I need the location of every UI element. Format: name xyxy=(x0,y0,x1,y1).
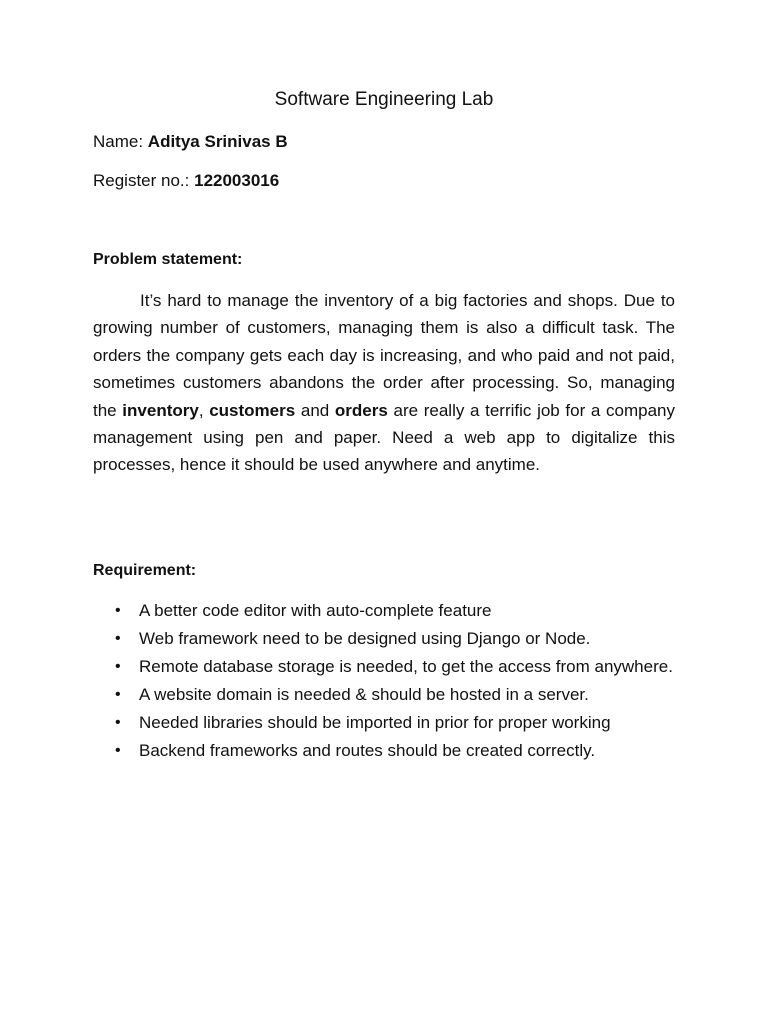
register-row xyxy=(93,169,279,193)
problem-text-part2: are really a terrific job for a company management using pen and paper. Need a web app to digitalize this processes, hence it should be used anywhere and anytime. xyxy=(93,400,676,475)
requirement-text: Web framework need to be designed using Django or Node. xyxy=(139,629,591,648)
document-title: Software Engineering Lab xyxy=(274,89,494,110)
requirement-item xyxy=(93,737,675,765)
problem-bold-customers: customers xyxy=(209,400,296,420)
requirement-item xyxy=(93,681,675,709)
register-label: Register no.: xyxy=(93,171,195,190)
bullet-icon: • xyxy=(115,630,121,647)
requirement-item xyxy=(93,709,675,737)
requirement-item xyxy=(93,625,675,653)
bullet-icon: • xyxy=(115,658,121,675)
name-value: Aditya Srinivas B xyxy=(147,132,288,151)
requirement-text: A website domain is needed & should be hosted in a server. xyxy=(139,685,589,704)
requirement-text: A better code editor with auto-complete feature xyxy=(139,601,492,620)
requirement-item xyxy=(93,597,675,625)
requirement-heading: Requirement: xyxy=(93,562,197,579)
bullet-icon: • xyxy=(115,742,121,759)
bullet-icon: • xyxy=(115,714,121,731)
problem-text-part1: It’s hard to manage the inventory of a big factories and shops. Due to growing number of customers, managing them is also a difficult task. The orders the company gets each day is increasing, and who paid and not paid, sometimes customers abandons the order after processing. So, managing the xyxy=(93,291,675,420)
problem-statement-paragraph xyxy=(93,287,675,479)
register-value: 122003016 xyxy=(194,171,280,190)
name-label: Name: xyxy=(93,132,148,151)
requirement-item xyxy=(93,653,675,681)
problem-separator-2: and xyxy=(295,400,335,420)
problem-bold-inventory: inventory xyxy=(122,400,199,420)
problem-separator-1: , xyxy=(198,400,210,420)
requirement-text: Backend frameworks and routes should be created correctly. xyxy=(139,741,596,760)
requirement-list xyxy=(93,597,675,765)
bullet-icon: • xyxy=(115,686,121,703)
requirement-text: Needed libraries should be imported in prior for proper working xyxy=(139,713,611,732)
requirement-text: Remote database storage is needed, to get the access from anywhere. xyxy=(139,657,673,676)
name-row xyxy=(93,130,288,154)
bullet-icon: • xyxy=(115,602,121,619)
problem-statement-heading: Problem statement: xyxy=(93,251,243,268)
problem-bold-orders: orders xyxy=(334,400,388,420)
